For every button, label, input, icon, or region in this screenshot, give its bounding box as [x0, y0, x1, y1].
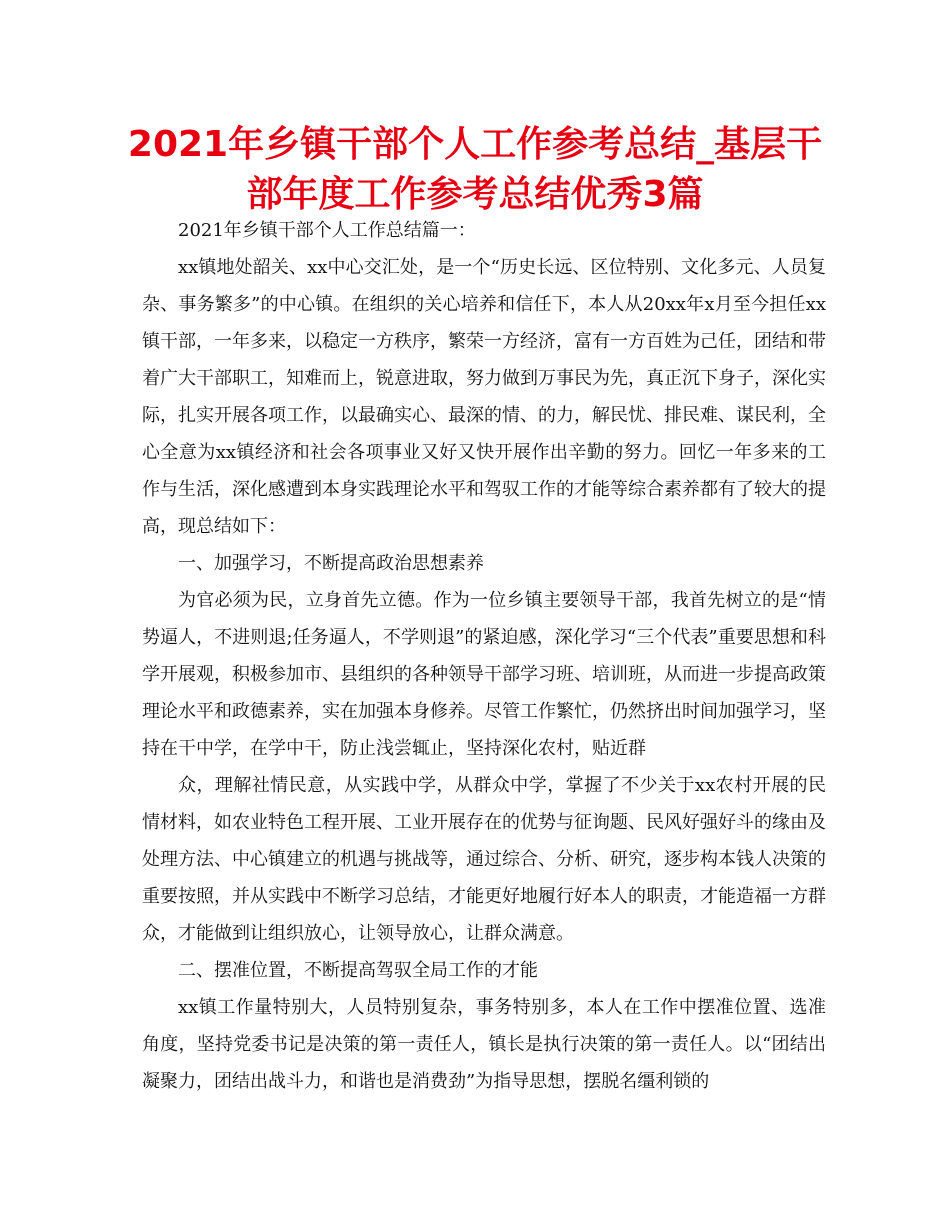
- section-heading: 一、加强学习，不断提高政治思想素养: [178, 553, 484, 574]
- body-paragraph: 为官必须为民，立身首先立德。作为一位乡镇主要领导干部，我首先树立的是“情势逼人，不进则退;任务逼人，不学则退”的紧迫感，深化学习“三个代表”重要思想和科学开展观，积极参加市、县组织的各种领导干部学习班、培训班，从而进一步提高政策理论水平和政德素养，实在加强本身修养。尽管工作繁忙，仍然挤出时间加强学习，坚持在干中学，在学中干，防止浅尝辄止，坚持深化农村，贴近群: [142, 590, 826, 759]
- body-paragraph: xx镇地处韶关、xx中心交汇处，是一个“历史长远、区位特别、文化多元、人员复杂、事务繁多”的中心镇。在组织的关心培养和信任下，本人从20xx年x月至今担任xx镇干部，一年多来，以稳定一方秩序，繁荣一方经济，富有一方百姓为己任，团结和带着广大干部职工，知难而上，锐意进取，努力做到万事民为先，真正沉下身子，深化实际，扎实开展各项工作，以最确实心、最深的情、的力，解民忧、排民难、谋民利，全心全意为xx镇经济和社会各项事业又好又快开展作出辛勤的努力。回忆一年多来的工作与生活，深化感遭到本身实践理论水平和驾驭工作的才能等综合素养都有了较大的提高，现总结如下：: [142, 257, 826, 537]
- document-title: 2021年乡镇干部个人工作参考总结_基层干部年度工作参考总结优秀3篇: [127, 124, 823, 215]
- body-paragraph: 众，理解社情民意，从实践中学，从群众中学，掌握了不少关于xx农村开展的民情材料，如农业特色工程开展、工业开展存在的优势与征询题、民风好强好斗的缘由及处理方法、中心镇建立的机遇与挑战等，通过综合、分析、研究，逐步构本钱人决策的重要按照，并从实践中不断学习总结，才能更好地履行好本人的职责，才能造福一方群众，才能做到让组织放心，让领导放心，让群众满意。: [142, 775, 826, 944]
- document-body: [142, 212, 826, 1100]
- section-heading: 2021年乡镇干部个人工作总结篇一：: [178, 220, 476, 241]
- body-paragraph: xx镇工作量特别大，人员特别复杂，事务特别多，本人在工作中摆准位置、选准角度，坚持党委书记是决策的第一责任人，镇长是执行决策的第一责任人。以“团结出凝聚力，团结出战斗力，和谐也是消费劲”为指导思想，摆脱名缰利锁的: [142, 997, 826, 1092]
- section-heading: 二、摆准位置，不断提高驾驭全局工作的才能: [178, 960, 538, 981]
